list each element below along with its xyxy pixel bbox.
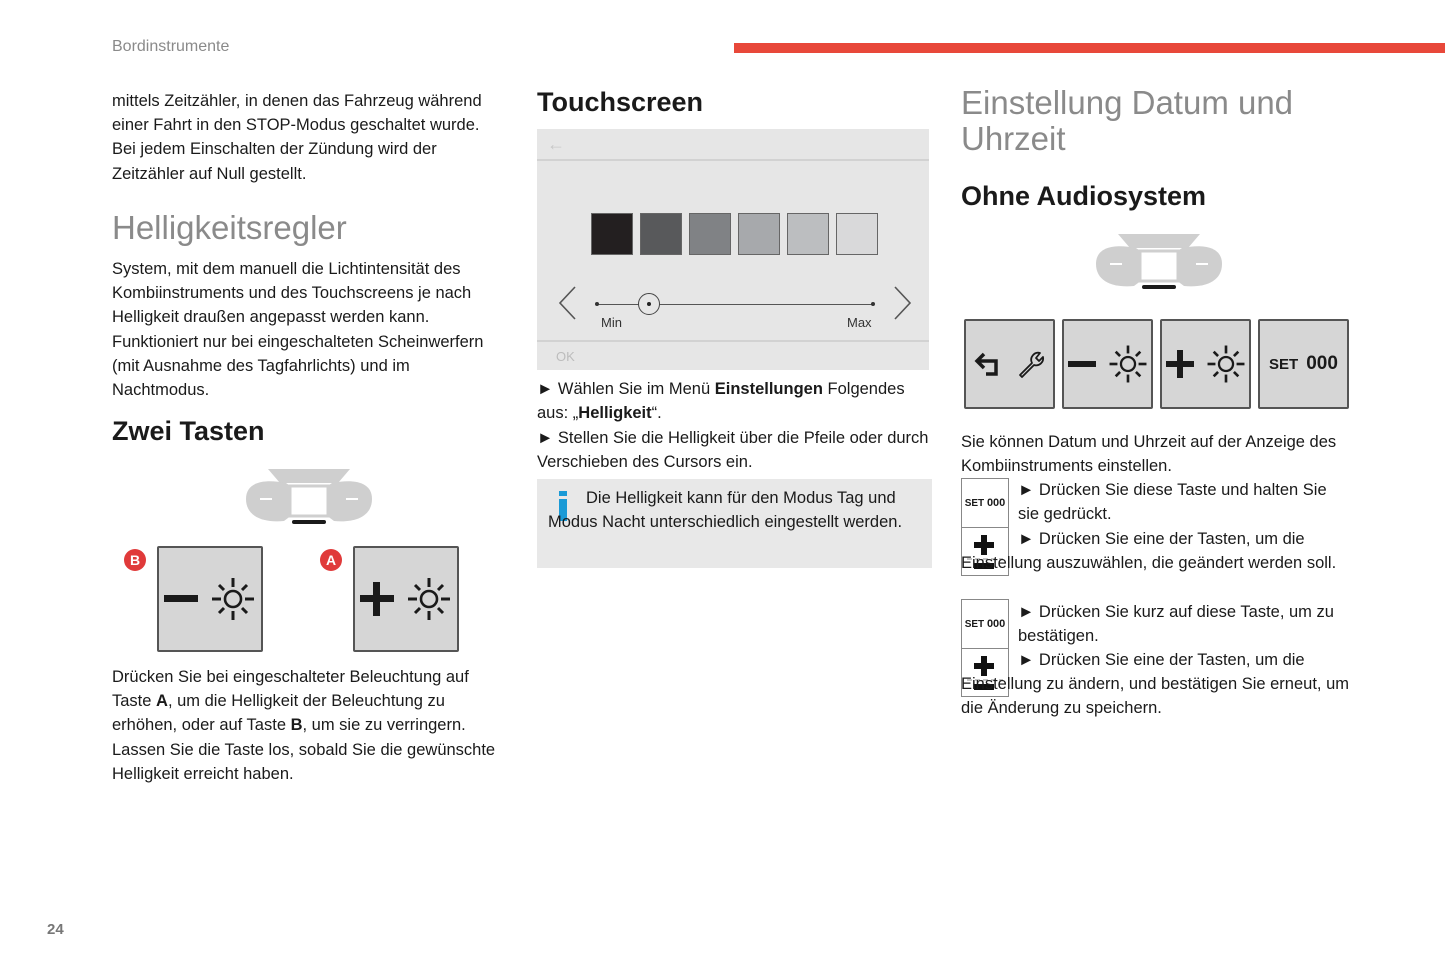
section-title-helligkeitsregler: Helligkeitsregler bbox=[112, 209, 347, 246]
slider-min-label: Min bbox=[601, 315, 622, 330]
step-adjust-brightness: ► Stellen Sie die Helligkeit über die Pfeile oder durch Verschieben des Cursors ein. bbox=[537, 429, 929, 472]
brightness-swatch-5[interactable] bbox=[787, 213, 829, 255]
brightness-decrease-button[interactable] bbox=[157, 546, 263, 652]
step-change-setting: ► Drücken Sie eine der Tasten, um die Einstellung zu ändern, und bestätigen Sie erneut, um die Änderung zu speichern. bbox=[961, 651, 1350, 718]
sun-icon bbox=[1108, 344, 1148, 384]
minus-icon bbox=[1068, 361, 1096, 368]
subtitle-touchscreen: Touchscreen bbox=[537, 87, 704, 117]
badge-a: A bbox=[320, 549, 342, 571]
slider-handle[interactable] bbox=[638, 293, 660, 315]
set-value: 000 bbox=[1306, 353, 1338, 374]
section-title-datum-uhrzeit: Einstellung Datum und Uhrzeit bbox=[961, 84, 1294, 157]
header-accent-bar bbox=[734, 43, 1445, 53]
screen-top-bar bbox=[537, 129, 929, 161]
minus-icon bbox=[164, 595, 198, 603]
brightness-minus-button[interactable] bbox=[1062, 319, 1153, 409]
brightness-swatch-2[interactable] bbox=[640, 213, 682, 255]
set-button[interactable] bbox=[1258, 319, 1349, 409]
back-arrow-icon[interactable]: ← bbox=[547, 134, 565, 154]
subtitle-zwei-tasten: Zwei Tasten bbox=[112, 416, 265, 446]
instrument-cluster-icon bbox=[1096, 234, 1224, 290]
arrow-left-icon[interactable] bbox=[557, 285, 579, 321]
mini-set-key: SET 000 bbox=[964, 618, 1006, 630]
brightness-swatch-4[interactable] bbox=[738, 213, 780, 255]
zwei-tasten-description: Drücken Sie bei eingeschalteter Beleuchtung auf Taste A, um die Helligkeit der Beleuchtung zu erhöhen, oder auf Taste B, um sie zu verringern. Lassen Sie die Taste los, sobald Sie die gewünschte Helligkeit erreicht haben. bbox=[112, 668, 496, 783]
step-select-menu: ► Wählen Sie im Menü Einstellungen Folgendes aus: „Helligkeit“. bbox=[537, 380, 905, 423]
wrench-icon bbox=[1016, 349, 1046, 379]
screen-bottom-bar bbox=[537, 340, 929, 370]
datum-intro: Sie können Datum und Uhrzeit auf der Anzeige des Kombiinstruments einstellen. bbox=[961, 433, 1337, 476]
mini-set-key: SET 000 bbox=[964, 497, 1006, 509]
plus-icon bbox=[1166, 350, 1194, 378]
sun-icon bbox=[1206, 344, 1246, 384]
brightness-swatch-3[interactable] bbox=[689, 213, 731, 255]
step-hold-set: ► Drücken Sie diese Taste und halten Sie sie gedrückt. bbox=[1018, 481, 1327, 524]
subtitle-ohne-audiosystem: Ohne Audiosystem bbox=[961, 181, 1207, 211]
step-confirm: ► Drücken Sie kurz auf diese Taste, um zu bestätigen. bbox=[1018, 603, 1334, 646]
brightness-swatch-6[interactable] bbox=[836, 213, 878, 255]
brightness-slider[interactable] bbox=[597, 304, 873, 305]
set-label: SET bbox=[1269, 355, 1299, 373]
plus-icon bbox=[360, 582, 394, 616]
brightness-swatch-1[interactable] bbox=[591, 213, 633, 255]
sun-icon bbox=[210, 576, 256, 622]
arrow-right-icon[interactable] bbox=[891, 285, 913, 321]
touchscreen-brightness-screen bbox=[537, 129, 929, 370]
helligkeitsregler-description: System, mit dem manuell die Lichtintensität des Kombiinstruments und des Touchscreens je nach Helligkeit draußen angepasst werden kann. Funktioniert nur bei eingeschalteten Scheinwerfern (mit Ausnahme des Tagfahrlichts) und im Nachtmodus. bbox=[112, 260, 484, 400]
intro-paragraph: mittels Zeitzähler, in denen das Fahrzeug während einer Fahrt in den STOP-Modus geschaltet wurde. Bei jedem Einschalten der Zündung wird der Zeitzähler auf Null gestellt. bbox=[112, 92, 482, 183]
badge-b: B bbox=[124, 549, 146, 571]
instrument-cluster-icon bbox=[246, 469, 374, 525]
info-text: Die Helligkeit kann für den Modus Tag und Modus Nacht unterschiedlich eingestellt werden. bbox=[548, 489, 903, 532]
back-settings-button[interactable] bbox=[964, 319, 1055, 409]
sun-icon bbox=[406, 576, 452, 622]
ok-button[interactable]: OK bbox=[556, 349, 575, 364]
step-select-setting: ► Drücken Sie eine der Tasten, um die Einstellung auszuwählen, die geändert werden soll. bbox=[961, 530, 1337, 573]
slider-max-label: Max bbox=[847, 315, 872, 330]
return-icon bbox=[974, 350, 1004, 378]
page-number: 24 bbox=[47, 921, 64, 938]
brightness-swatches bbox=[591, 213, 878, 255]
brightness-plus-button[interactable] bbox=[1160, 319, 1251, 409]
info-box bbox=[537, 479, 932, 568]
section-header: Bordinstrumente bbox=[112, 38, 230, 55]
brightness-increase-button[interactable] bbox=[353, 546, 459, 652]
